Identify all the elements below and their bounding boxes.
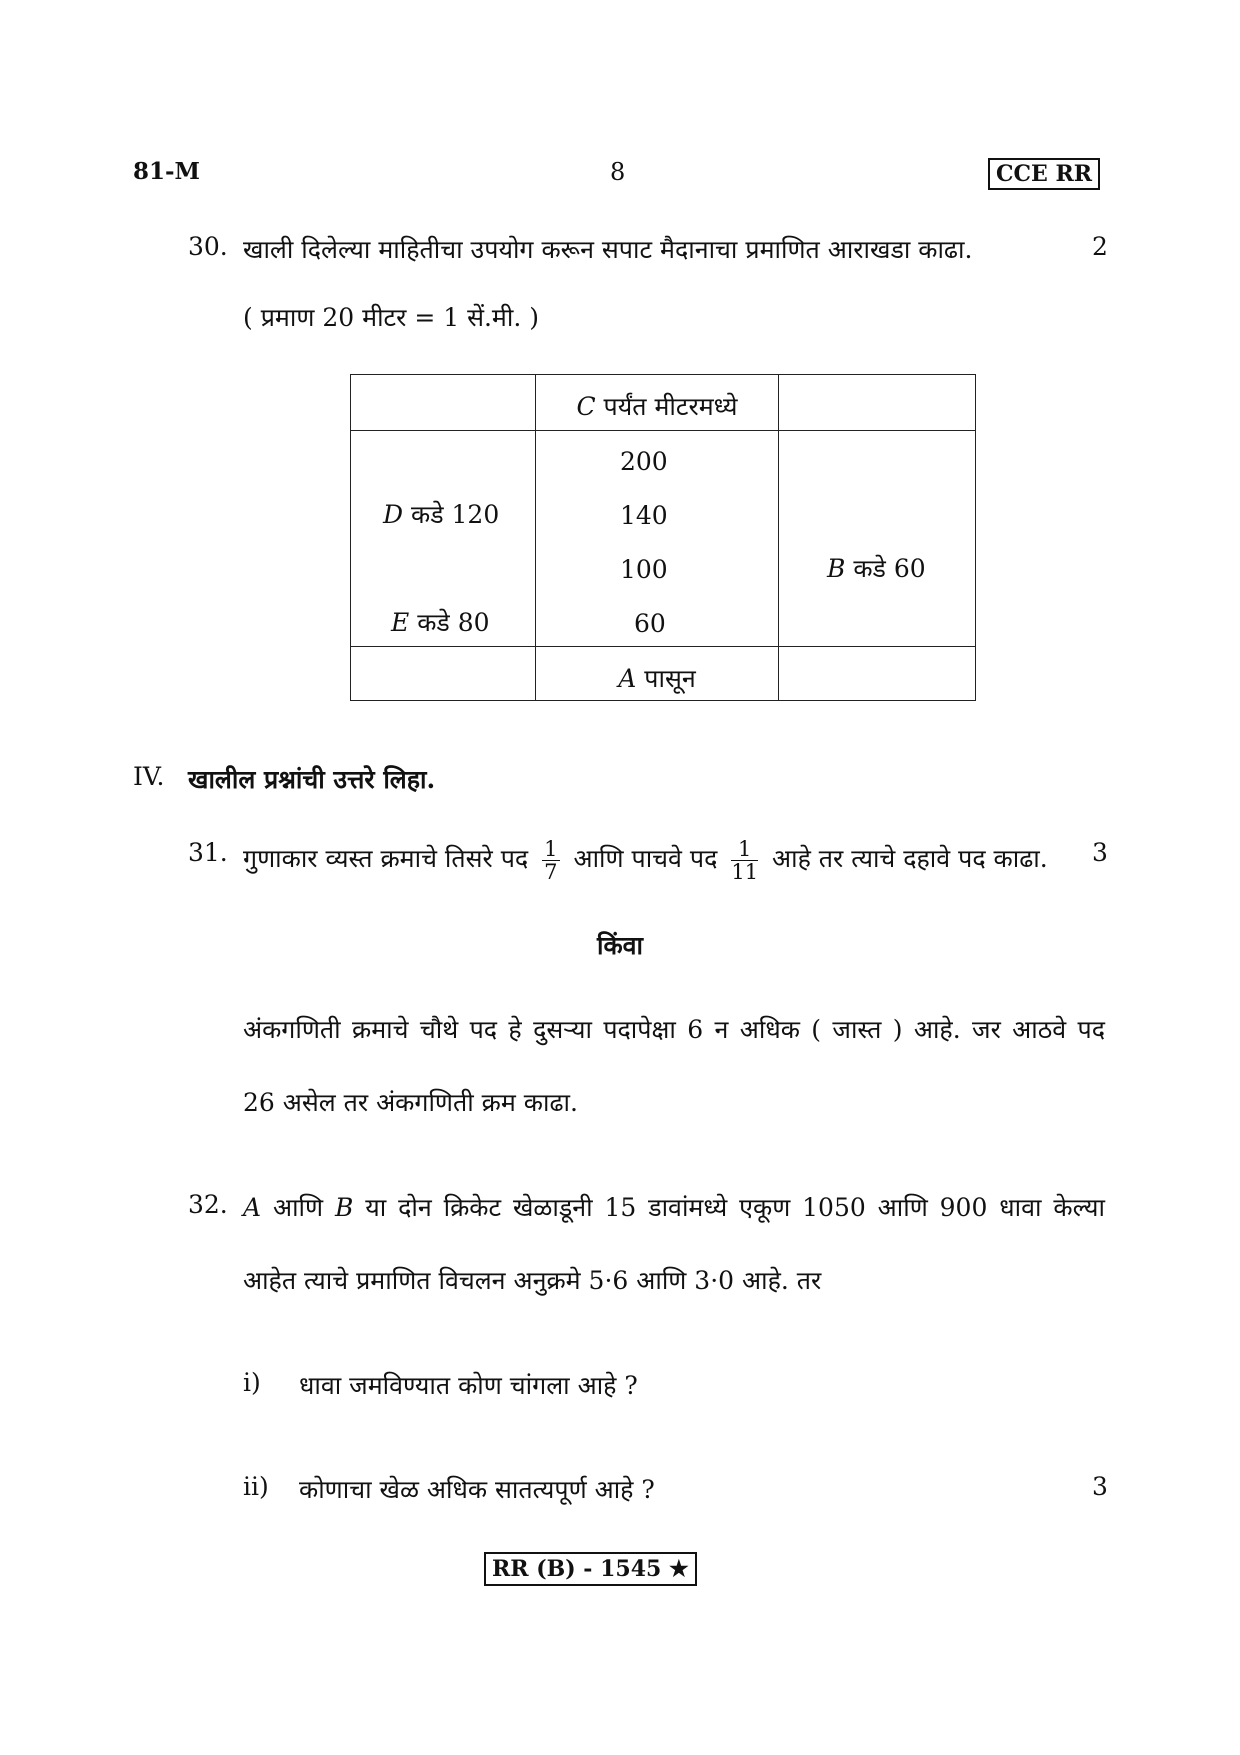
or-label: किंवा — [596, 931, 644, 960]
center-value: 100 — [620, 555, 668, 584]
q32-sub1-number: i) — [243, 1368, 261, 1397]
fraction-one-eleventh: $\frac{1}{11}$ — [731, 837, 759, 884]
left-entry-e: E कडे 80 — [391, 608, 490, 637]
footer-code: RR (B) - 1545 — [492, 1556, 662, 1582]
star-icon: ★ — [669, 1556, 689, 1582]
center-value: 200 — [620, 447, 668, 476]
q30-number: 30. — [188, 232, 228, 261]
header-letter: C — [576, 392, 596, 421]
q30-scale: ( प्रमाण 20 मीटर = 1 सें.मी. ) — [243, 303, 539, 332]
q30-text: खाली दिलेल्या माहितीचा उपयोग करून सपाट मैदानाचा प्रमाणित आराखडा काढा. — [243, 235, 973, 264]
table-header-center — [536, 375, 779, 431]
table-left-cell — [351, 431, 536, 647]
table-center-cell — [536, 431, 779, 647]
q31-alt-line2: 26 असेल तर अंकगणिती क्रम काढा. — [243, 1088, 578, 1117]
q31-marks: 3 — [1092, 838, 1108, 867]
q31-number: 31. — [188, 838, 228, 867]
table-right-cell — [779, 431, 976, 647]
center-value: 60 — [634, 609, 666, 638]
q32-line1: A आणि B या दोन क्रिकेट खेळाडूनी 15 डावांमध्ये एकूण 1050 आणि 900 धावा केल्या — [243, 1193, 1105, 1222]
q32-sub2-number: ii) — [243, 1472, 269, 1501]
section-number: IV. — [133, 762, 165, 791]
q32-sub2-text: कोणाचा खेळ अधिक सातत्यपूर्ण आहे ? — [299, 1475, 655, 1504]
q32-sub1-text: धावा जमविण्यात कोण चांगला आहे ? — [299, 1371, 638, 1400]
right-entry-b: B कडे 60 — [827, 554, 926, 583]
footer-letter: A — [618, 664, 637, 693]
q32-marks: 3 — [1092, 1472, 1108, 1501]
center-value: 140 — [620, 501, 668, 530]
header-text: पर्यंत मीटरमध्ये — [603, 392, 738, 421]
table-footer-left — [351, 647, 536, 701]
series-code-box: CCE RR — [988, 158, 1100, 190]
table-footer-center — [536, 647, 779, 701]
paper-code: 81-M — [133, 158, 201, 185]
section-title: खालील प्रश्नांची उत्तरे लिहा. — [188, 765, 436, 794]
table-footer-right — [779, 647, 976, 701]
footer-code-box — [484, 1552, 697, 1586]
table-header-left — [351, 375, 536, 431]
left-entry-d: D कडे 120 — [383, 500, 500, 529]
survey-table — [350, 374, 976, 701]
fraction-one-seventh: $\frac{1}{7}$ — [544, 837, 558, 884]
q31-text: गुणाकार व्यस्त क्रमाचे तिसरे पद $\frac{1}{7}$ आणि पाचवे पद $\frac{1}{11}$ आहे तर त्याचे दहावे पद काढा. — [243, 837, 1048, 884]
table-header-right — [779, 375, 976, 431]
q32-line2: आहेत त्याचे प्रमाणित विचलन अनुक्रमे 5·6 आणि 3·0 आहे. तर — [243, 1266, 822, 1295]
q31-alt-line1: अंकगणिती क्रमाचे चौथे पद हे दुसऱ्या पदापेक्षा 6 न अधिक ( जास्त ) आहे. जर आठवे पद — [243, 1015, 1105, 1044]
footer-text: पासून — [644, 664, 696, 693]
q32-number: 32. — [188, 1190, 228, 1219]
q30-marks: 2 — [1092, 232, 1108, 261]
page-number: 8 — [610, 158, 626, 186]
